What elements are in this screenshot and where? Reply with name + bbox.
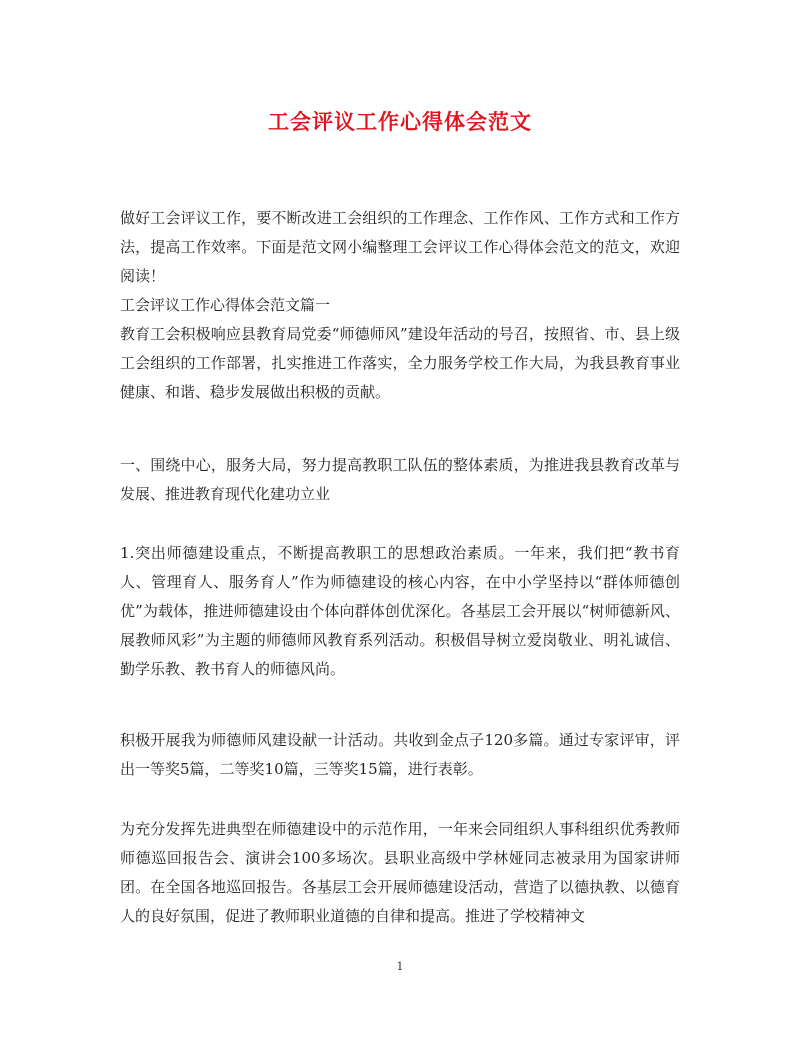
section-heading: 工会评议工作心得体会范文篇一 (120, 296, 331, 314)
document-title: 工会评议工作心得体会范文 (268, 109, 532, 134)
body-paragraph: 为充分发挥先进典型在师德建设中的示范作用，一年来会同组织人事科组织优秀教师师德巡回报告会、演讲会100多场次。县职业高级中学林娅同志被录用为国家讲师团。在全国各地巡回报告。各基层工会开展师德建设活动，营造了以德执教、以德育人的良好氛围，促进了教师职业道德的自律和提高。推进了学校精神文 (120, 820, 680, 925)
body-paragraph: 积极开展我为师德师风建设献一计活动。共收到金点子120多篇。通过专家评审，评出一等奖5篇，二等奖10篇，三等奖15篇，进行表彰。 (120, 731, 680, 778)
subsection-heading: 一、围绕中心，服务大局，努力提高教职工队伍的整体素质，为推进我县教育改革与发展、推进教育现代化建功立业 (120, 456, 680, 503)
page-number: 1 (396, 960, 404, 973)
intro-paragraph: 做好工会评议工作，要不断改进工会组织的工作理念、工作作风、工作方式和工作方法，提高工作效率。下面是范文网小编整理工会评议工作心得体会范文的范文，欢迎阅读！ (120, 209, 680, 285)
body-paragraph: 教育工会积极响应县教育局党委“师德师风”建设年活动的号召，按照省、市、县上级工会组织的工作部署，扎实推进工作落实，全力服务学校工作大局，为我县教育事业健康、和谐、稳步发展做出积极的贡献。 (120, 325, 680, 401)
body-paragraph: 1.突出师德建设重点，不断提高教职工的思想政治素质。一年来，我们把“教书育人、管理育人、服务育人”作为师德建设的核心内容，在中小学坚持以“群体师德创优”为载体，推进师德建设由个体向群体创优深化。各基层工会开展以“树师德新风、展教师风彩”为主题的师德师风教育系列活动。积极倡导树立爱岗敬业、明礼诚信、勤学乐教、教书育人的师德风尚。 (120, 544, 680, 678)
